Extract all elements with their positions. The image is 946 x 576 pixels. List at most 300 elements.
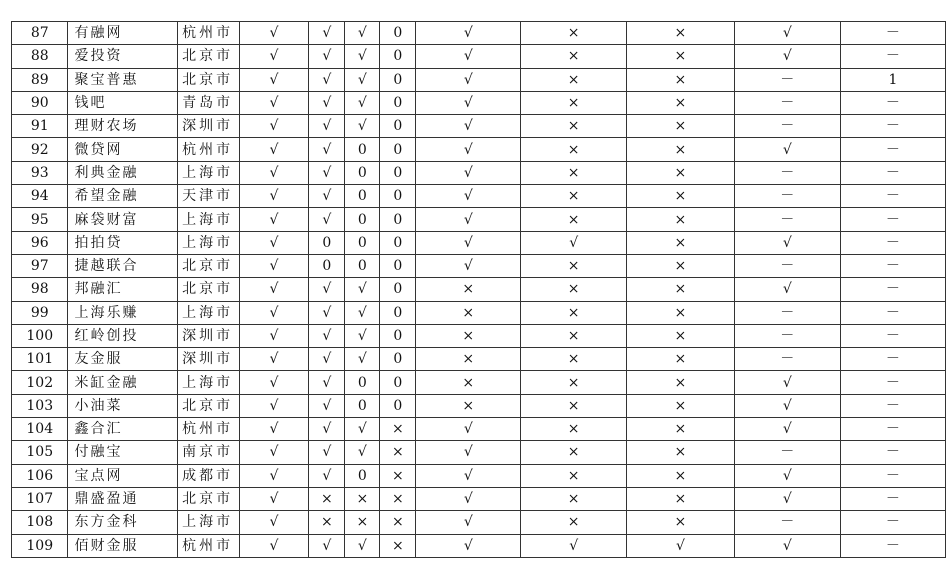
cell-col-6: √ — [345, 418, 380, 441]
cell-col-11: √ — [734, 138, 840, 161]
table-row — [12, 278, 946, 301]
cell-col-12: － — [840, 487, 945, 510]
cell-city: 北京市 — [178, 487, 240, 510]
cell-col-4: √ — [239, 371, 309, 394]
cell-col-9: × — [521, 91, 627, 114]
cell-city: 南京市 — [178, 441, 240, 464]
cell-col-7: 0 — [380, 115, 416, 138]
cell-platform-name: 有融网 — [68, 22, 178, 45]
cell-col-10: × — [627, 324, 735, 347]
cell-col-6: × — [345, 511, 380, 534]
cell-city: 成都市 — [178, 464, 240, 487]
cell-col-10: × — [627, 301, 735, 324]
cell-col-5: × — [309, 487, 345, 510]
cell-col-4: √ — [239, 511, 309, 534]
cell-col-11: √ — [734, 464, 840, 487]
cell-col-7: 0 — [380, 208, 416, 231]
cell-platform-name: 鼎盛盈通 — [68, 487, 178, 510]
cell-platform-name: 拍拍贷 — [68, 231, 178, 254]
cell-platform-name: 理财农场 — [68, 115, 178, 138]
cell-col-12: － — [840, 534, 945, 557]
cell-col-5: √ — [309, 534, 345, 557]
cell-city: 北京市 — [178, 45, 240, 68]
cell-col-11: － — [734, 441, 840, 464]
cell-col-7: 0 — [380, 278, 416, 301]
cell-row-number: 100 — [12, 324, 68, 347]
cell-col-7: × — [380, 534, 416, 557]
cell-col-6: 0 — [345, 394, 380, 417]
cell-col-5: √ — [309, 208, 345, 231]
table-row — [12, 161, 946, 184]
cell-col-8: √ — [416, 138, 521, 161]
cell-platform-name: 捷越联合 — [68, 254, 178, 277]
cell-col-12: － — [840, 301, 945, 324]
cell-row-number: 95 — [12, 208, 68, 231]
cell-platform-name: 爱投资 — [68, 45, 178, 68]
cell-city: 深圳市 — [178, 324, 240, 347]
cell-col-8: √ — [416, 418, 521, 441]
cell-col-12: － — [840, 348, 945, 371]
cell-col-7: × — [380, 487, 416, 510]
cell-col-6: 0 — [345, 208, 380, 231]
cell-col-11: － — [734, 324, 840, 347]
cell-platform-name: 宝点网 — [68, 464, 178, 487]
cell-row-number: 101 — [12, 348, 68, 371]
cell-col-9: × — [521, 464, 627, 487]
cell-col-12: － — [840, 208, 945, 231]
cell-col-12: － — [840, 185, 945, 208]
cell-col-5: √ — [309, 371, 345, 394]
cell-col-5: √ — [309, 348, 345, 371]
table-row — [12, 348, 946, 371]
cell-col-11: － — [734, 68, 840, 91]
cell-platform-name: 红岭创投 — [68, 324, 178, 347]
cell-col-10: × — [627, 91, 735, 114]
cell-col-9: × — [521, 511, 627, 534]
table-row — [12, 138, 946, 161]
cell-col-7: 0 — [380, 91, 416, 114]
cell-row-number: 93 — [12, 161, 68, 184]
cell-col-4: √ — [239, 22, 309, 45]
cell-row-number: 102 — [12, 371, 68, 394]
cell-col-10: × — [627, 487, 735, 510]
cell-platform-name: 聚宝普惠 — [68, 68, 178, 91]
table-row — [12, 464, 946, 487]
cell-city: 北京市 — [178, 394, 240, 417]
cell-col-11: √ — [734, 45, 840, 68]
cell-col-7: 0 — [380, 371, 416, 394]
cell-col-11: √ — [734, 534, 840, 557]
cell-col-10: × — [627, 208, 735, 231]
cell-col-11: － — [734, 161, 840, 184]
cell-col-9: × — [521, 441, 627, 464]
cell-row-number: 97 — [12, 254, 68, 277]
cell-col-6: √ — [345, 301, 380, 324]
cell-col-8: √ — [416, 115, 521, 138]
cell-col-6: 0 — [345, 254, 380, 277]
cell-col-12: － — [840, 394, 945, 417]
cell-col-7: 0 — [380, 161, 416, 184]
cell-row-number: 98 — [12, 278, 68, 301]
cell-col-12: － — [840, 511, 945, 534]
cell-platform-name: 希望金融 — [68, 185, 178, 208]
table-row — [12, 91, 946, 114]
table-row — [12, 68, 946, 91]
cell-col-12: － — [840, 278, 945, 301]
cell-col-12: － — [840, 91, 945, 114]
cell-platform-name: 微贷网 — [68, 138, 178, 161]
cell-col-8: √ — [416, 487, 521, 510]
cell-city: 上海市 — [178, 301, 240, 324]
cell-row-number: 88 — [12, 45, 68, 68]
cell-city: 上海市 — [178, 371, 240, 394]
cell-col-4: √ — [239, 301, 309, 324]
cell-city: 杭州市 — [178, 534, 240, 557]
cell-col-12: － — [840, 324, 945, 347]
cell-col-11: √ — [734, 278, 840, 301]
cell-col-5: √ — [309, 441, 345, 464]
table-row — [12, 208, 946, 231]
cell-col-11: √ — [734, 394, 840, 417]
cell-city: 杭州市 — [178, 138, 240, 161]
cell-col-5: √ — [309, 161, 345, 184]
table-row — [12, 394, 946, 417]
cell-city: 杭州市 — [178, 418, 240, 441]
cell-col-6: √ — [345, 22, 380, 45]
cell-row-number: 92 — [12, 138, 68, 161]
cell-city: 上海市 — [178, 161, 240, 184]
cell-platform-name: 佰财金服 — [68, 534, 178, 557]
cell-col-5: √ — [309, 68, 345, 91]
cell-row-number: 94 — [12, 185, 68, 208]
cell-col-4: √ — [239, 91, 309, 114]
cell-col-4: √ — [239, 464, 309, 487]
cell-col-8: × — [416, 324, 521, 347]
cell-col-9: × — [521, 138, 627, 161]
cell-platform-name: 小油菜 — [68, 394, 178, 417]
cell-col-4: √ — [239, 68, 309, 91]
cell-col-6: 0 — [345, 464, 380, 487]
cell-col-4: √ — [239, 278, 309, 301]
cell-col-10: × — [627, 394, 735, 417]
cell-row-number: 89 — [12, 68, 68, 91]
cell-row-number: 96 — [12, 231, 68, 254]
cell-col-8: × — [416, 348, 521, 371]
table-row — [12, 45, 946, 68]
cell-col-10: × — [627, 231, 735, 254]
cell-city: 深圳市 — [178, 348, 240, 371]
cell-col-10: × — [627, 464, 735, 487]
cell-col-8: × — [416, 394, 521, 417]
cell-col-8: √ — [416, 45, 521, 68]
cell-col-8: √ — [416, 208, 521, 231]
cell-col-5: √ — [309, 115, 345, 138]
cell-col-7: × — [380, 464, 416, 487]
cell-col-7: × — [380, 511, 416, 534]
cell-col-10: × — [627, 348, 735, 371]
cell-col-10: × — [627, 371, 735, 394]
cell-col-11: √ — [734, 487, 840, 510]
cell-platform-name: 邦融汇 — [68, 278, 178, 301]
cell-col-10: × — [627, 441, 735, 464]
cell-col-12: － — [840, 161, 945, 184]
cell-col-9: × — [521, 487, 627, 510]
cell-col-12: － — [840, 22, 945, 45]
cell-col-6: √ — [345, 68, 380, 91]
table-row — [12, 22, 946, 45]
cell-col-6: √ — [345, 441, 380, 464]
cell-col-7: 0 — [380, 301, 416, 324]
cell-col-12: － — [840, 231, 945, 254]
cell-col-10: × — [627, 254, 735, 277]
cell-row-number: 109 — [12, 534, 68, 557]
cell-col-11: － — [734, 254, 840, 277]
cell-row-number: 108 — [12, 511, 68, 534]
cell-platform-name: 利典金融 — [68, 161, 178, 184]
cell-col-10: × — [627, 68, 735, 91]
cell-col-6: 0 — [345, 161, 380, 184]
cell-col-5: √ — [309, 418, 345, 441]
table-row — [12, 487, 946, 510]
cell-city: 北京市 — [178, 254, 240, 277]
cell-col-9: × — [521, 371, 627, 394]
cell-col-6: 0 — [345, 231, 380, 254]
cell-col-4: √ — [239, 418, 309, 441]
cell-col-9: × — [521, 301, 627, 324]
cell-col-11: √ — [734, 371, 840, 394]
cell-city: 深圳市 — [178, 115, 240, 138]
cell-city: 北京市 — [178, 278, 240, 301]
cell-col-7: 0 — [380, 68, 416, 91]
cell-col-8: √ — [416, 231, 521, 254]
cell-col-12: － — [840, 441, 945, 464]
cell-col-4: √ — [239, 185, 309, 208]
cell-col-7: 0 — [380, 185, 416, 208]
cell-col-9: √ — [521, 231, 627, 254]
cell-col-5: √ — [309, 22, 345, 45]
cell-col-9: √ — [521, 534, 627, 557]
cell-row-number: 99 — [12, 301, 68, 324]
cell-col-11: － — [734, 348, 840, 371]
cell-col-11: － — [734, 511, 840, 534]
cell-col-4: √ — [239, 45, 309, 68]
cell-col-9: × — [521, 324, 627, 347]
cell-col-8: √ — [416, 441, 521, 464]
cell-col-5: √ — [309, 91, 345, 114]
cell-col-5: 0 — [309, 231, 345, 254]
cell-col-7: 0 — [380, 254, 416, 277]
cell-col-12: 1 — [840, 68, 945, 91]
cell-col-6: × — [345, 487, 380, 510]
cell-col-6: 0 — [345, 185, 380, 208]
cell-col-9: × — [521, 68, 627, 91]
table-body — [12, 22, 946, 558]
cell-city: 青岛市 — [178, 91, 240, 114]
cell-col-5: √ — [309, 185, 345, 208]
table-row — [12, 534, 946, 557]
cell-col-8: √ — [416, 254, 521, 277]
cell-col-11: √ — [734, 22, 840, 45]
cell-platform-name: 付融宝 — [68, 441, 178, 464]
cell-row-number: 90 — [12, 91, 68, 114]
cell-col-9: × — [521, 161, 627, 184]
cell-platform-name: 友金服 — [68, 348, 178, 371]
cell-col-4: √ — [239, 208, 309, 231]
cell-col-10: × — [627, 138, 735, 161]
cell-col-9: × — [521, 348, 627, 371]
cell-col-4: √ — [239, 324, 309, 347]
table-row — [12, 441, 946, 464]
cell-col-10: × — [627, 161, 735, 184]
cell-col-11: － — [734, 91, 840, 114]
cell-col-7: 0 — [380, 138, 416, 161]
cell-row-number: 106 — [12, 464, 68, 487]
cell-city: 上海市 — [178, 208, 240, 231]
cell-platform-name: 东方金科 — [68, 511, 178, 534]
cell-city: 上海市 — [178, 511, 240, 534]
cell-col-4: √ — [239, 441, 309, 464]
cell-col-4: √ — [239, 138, 309, 161]
platform-table — [11, 21, 946, 558]
table-row — [12, 185, 946, 208]
cell-col-8: × — [416, 278, 521, 301]
cell-col-11: － — [734, 208, 840, 231]
cell-col-6: √ — [345, 278, 380, 301]
cell-col-11: √ — [734, 231, 840, 254]
cell-col-10: × — [627, 45, 735, 68]
table-row — [12, 231, 946, 254]
cell-col-6: √ — [345, 45, 380, 68]
cell-col-4: √ — [239, 348, 309, 371]
cell-city: 北京市 — [178, 68, 240, 91]
cell-col-8: √ — [416, 22, 521, 45]
cell-col-8: √ — [416, 464, 521, 487]
table-row — [12, 371, 946, 394]
cell-city: 上海市 — [178, 231, 240, 254]
cell-col-9: × — [521, 45, 627, 68]
cell-col-8: √ — [416, 511, 521, 534]
cell-platform-name: 上海乐赚 — [68, 301, 178, 324]
cell-col-8: √ — [416, 91, 521, 114]
cell-col-9: × — [521, 278, 627, 301]
cell-col-4: √ — [239, 115, 309, 138]
cell-col-5: √ — [309, 138, 345, 161]
cell-col-11: － — [734, 185, 840, 208]
cell-row-number: 87 — [12, 22, 68, 45]
cell-city: 杭州市 — [178, 22, 240, 45]
cell-col-5: √ — [309, 301, 345, 324]
cell-col-11: √ — [734, 418, 840, 441]
cell-row-number: 104 — [12, 418, 68, 441]
table-row — [12, 511, 946, 534]
cell-row-number: 91 — [12, 115, 68, 138]
cell-col-7: 0 — [380, 231, 416, 254]
cell-platform-name: 麻袋财富 — [68, 208, 178, 231]
cell-col-7: 0 — [380, 348, 416, 371]
cell-col-7: 0 — [380, 394, 416, 417]
cell-col-9: × — [521, 208, 627, 231]
cell-col-4: √ — [239, 394, 309, 417]
cell-col-6: √ — [345, 348, 380, 371]
cell-col-6: √ — [345, 115, 380, 138]
cell-platform-name: 钱吧 — [68, 91, 178, 114]
cell-col-10: √ — [627, 534, 735, 557]
cell-col-10: × — [627, 511, 735, 534]
cell-col-5: 0 — [309, 254, 345, 277]
cell-col-12: － — [840, 418, 945, 441]
cell-col-10: × — [627, 115, 735, 138]
cell-col-9: × — [521, 418, 627, 441]
cell-col-9: × — [521, 185, 627, 208]
table-row — [12, 115, 946, 138]
cell-col-8: √ — [416, 534, 521, 557]
table-row — [12, 324, 946, 347]
cell-col-11: － — [734, 301, 840, 324]
cell-col-7: 0 — [380, 324, 416, 347]
cell-col-5: √ — [309, 394, 345, 417]
cell-platform-name: 鑫合汇 — [68, 418, 178, 441]
table-row — [12, 254, 946, 277]
cell-col-4: √ — [239, 534, 309, 557]
cell-col-5: √ — [309, 278, 345, 301]
cell-col-6: √ — [345, 91, 380, 114]
cell-col-8: × — [416, 301, 521, 324]
cell-city: 天津市 — [178, 185, 240, 208]
cell-col-4: √ — [239, 231, 309, 254]
cell-col-6: √ — [345, 534, 380, 557]
cell-col-5: √ — [309, 464, 345, 487]
cell-col-11: － — [734, 115, 840, 138]
cell-col-6: √ — [345, 324, 380, 347]
cell-col-12: － — [840, 115, 945, 138]
cell-col-7: 0 — [380, 45, 416, 68]
cell-col-4: √ — [239, 487, 309, 510]
cell-row-number: 107 — [12, 487, 68, 510]
cell-col-6: 0 — [345, 138, 380, 161]
cell-row-number: 105 — [12, 441, 68, 464]
cell-col-4: √ — [239, 161, 309, 184]
cell-col-10: × — [627, 418, 735, 441]
cell-col-8: × — [416, 371, 521, 394]
table-row — [12, 418, 946, 441]
cell-col-10: × — [627, 22, 735, 45]
cell-col-5: × — [309, 511, 345, 534]
table-row — [12, 301, 946, 324]
cell-platform-name: 米缸金融 — [68, 371, 178, 394]
cell-col-9: × — [521, 115, 627, 138]
cell-col-12: － — [840, 464, 945, 487]
cell-col-8: √ — [416, 185, 521, 208]
cell-col-9: × — [521, 22, 627, 45]
cell-col-12: － — [840, 138, 945, 161]
cell-col-12: － — [840, 254, 945, 277]
cell-col-7: × — [380, 418, 416, 441]
cell-col-10: × — [627, 278, 735, 301]
cell-col-9: × — [521, 254, 627, 277]
cell-col-9: × — [521, 394, 627, 417]
cell-col-7: × — [380, 441, 416, 464]
cell-col-8: √ — [416, 68, 521, 91]
cell-row-number: 103 — [12, 394, 68, 417]
cell-col-7: 0 — [380, 22, 416, 45]
cell-col-12: － — [840, 45, 945, 68]
cell-col-12: － — [840, 371, 945, 394]
cell-col-8: √ — [416, 161, 521, 184]
cell-col-6: 0 — [345, 371, 380, 394]
cell-col-4: √ — [239, 254, 309, 277]
cell-col-5: √ — [309, 45, 345, 68]
cell-col-5: √ — [309, 324, 345, 347]
